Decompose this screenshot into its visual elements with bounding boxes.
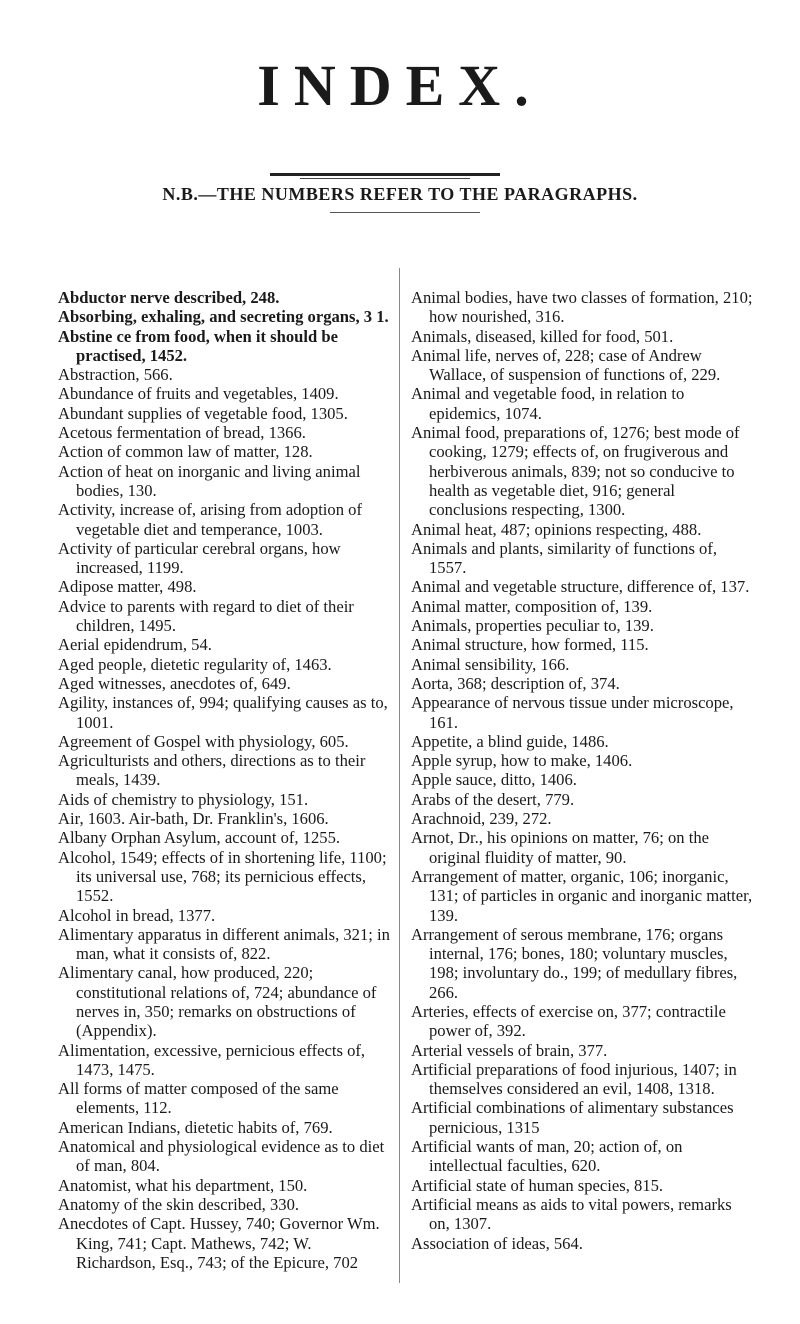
index-entry: Arachnoid, 239, 272. [411,809,552,829]
index-entry: Action of heat on inorganic and living animal bodies, 130. [58,461,361,500]
title-rule-thin [300,178,470,179]
index-entry: Aerial epidendrum, 54. [58,635,212,655]
index-entry: Alimentary canal, how produced, 220; constitutional relations of, 724; abundance of nerves in, 350; remarks on obstructions of (Appendix). [58,963,377,1041]
index-entry: Appearance of nervous tissue under microscope, 161. [411,693,734,732]
index-entry: Arterial vessels of brain, 377. [411,1040,608,1060]
index-entry: Arrangement of matter, organic, 106; inorganic, 131; of particles in organic and inorganic matter, 139. [411,866,753,925]
index-entry: Agriculturists and others, directions as to their meals, 1439. [58,751,366,790]
index-entry: Animal structure, how formed, 115. [411,635,649,655]
index-entry: Anecdotes of Capt. Hussey, 740; Governor Wm. King, 741; Capt. Mathews, 742; W. Richardson, Esq., 743; of the Epicure, 702 [58,1214,380,1272]
index-entry: Action of common law of matter, 128. [58,442,313,462]
index-entry: Anatomy of the skin described, 330. [58,1194,300,1214]
index-entry: Association of ideas, 564. [411,1233,583,1253]
page-title: INDEX. [257,53,543,118]
index-entry: Agility, instances of, 994; qualifying causes as to, 1001. [58,693,388,732]
index-column-right [411,288,756,1253]
index-entry: Alcohol in bread, 1377. [58,905,216,925]
index-entry: Activity, increase of, arising from adoption of vegetable diet and temperance, 1003. [58,500,362,539]
index-entry: Abundant supplies of vegetable food, 1305. [58,403,348,423]
index-entry: Anatomical and physiological evidence as to diet of man, 804. [58,1137,385,1176]
index-entry: Apple sauce, ditto, 1406. [411,770,577,790]
index-entry: Arabs of the desert, 779. [411,789,575,809]
index-entry: Agreement of Gospel with physiology, 605. [58,731,349,751]
index-entry: Alimentary apparatus in different animals, 321; in man, what it consists of, 822. [58,924,390,964]
index-entry: Air, 1603. Air-bath, Dr. Franklin's, 1606. [58,809,329,829]
index-entry: Activity of particular cerebral organs, how increased, 1199. [58,538,341,578]
index-entry: Advice to parents with regard to diet of their children, 1495. [58,596,354,636]
index-entry: Animal heat, 487; opinions respecting, 488. [411,519,702,539]
index-entry: Arteries, effects of exercise on, 377; contractile power of, 392. [411,1001,726,1041]
index-entry: All forms of matter composed of the same elements, 112. [58,1079,339,1118]
index-entry: Arnot, Dr., his opinions on matter, 76; on the original fluidity of matter, 90. [411,828,709,867]
index-entry: Animals and plants, similarity of functions of, 1557. [411,538,718,578]
index-column-left [58,288,394,1272]
index-entry: Abstine ce from food, when it should be practised, 1452. [58,326,338,365]
index-entry: Animal matter, composition of, 139. [411,596,653,616]
index-entry: Animal bodies, have two classes of formation, 210; how nourished, 316. [411,288,753,327]
index-entry: Animal and vegetable food, in relation to epidemics, 1074. [411,384,685,423]
index-entry: Animal food, preparations of, 1276; best mode of cooking, 1279; effects of, on frugiverous and herbiverous animals, 839; not so conducive to health as vegetable diet, 916; general conclusions respecting, 1300. [411,423,740,520]
index-entry: Animal sensibility, 166. [411,654,570,674]
index-entry: Artificial combinations of alimentary substances pernicious, 1315 [411,1098,734,1137]
title-rule-thick [270,173,500,176]
index-entry: Albany Orphan Asylum, account of, 1255. [58,828,341,848]
page-subtitle: N.B.—THE NUMBERS REFER TO THE PARAGRAPHS. [162,184,638,204]
index-entry: Aorta, 368; description of, 374. [411,673,620,693]
index-entry: Animal and vegetable structure, difference of, 137. [411,577,750,597]
index-entry: Alcohol, 1549; effects of in shortening life, 1100; its universal use, 768; its pernicious effects, 1552. [58,847,387,906]
index-entry: Artificial means as aids to vital powers, remarks on, 1307. [411,1194,732,1234]
index-entry: Animals, diseased, killed for food, 501. [411,326,674,346]
index-entry: Artificial state of human species, 815. [411,1175,664,1195]
index-entry: Absorbing, exhaling, and secreting organs, 3 1. [58,307,389,327]
index-entry: Abstraction, 566. [58,365,173,385]
index-entry: Appetite, a blind guide, 1486. [411,731,609,751]
index-entry: Artificial preparations of food injurious, 1407; in themselves considered an evil, 1408, 1318. [411,1059,737,1099]
index-entry: Abundance of fruits and vegetables, 1409. [58,384,339,404]
index-entry: Artificial wants of man, 20; action of, on intellectual faculties, 620. [411,1137,683,1176]
index-entry: American Indians, dietetic habits of, 769. [58,1117,333,1137]
index-entry: Adipose matter, 498. [58,577,197,597]
index-entry: Arrangement of serous membrane, 176; organs internal, 176; bones, 180; voluntary muscles, 198; involuntary do., 199; of medullary fibres, 266. [411,924,738,1002]
index-entry: Aged people, dietetic regularity of, 1463. [58,654,332,674]
column-divider [399,268,400,1283]
index-entry: Anatomist, what his department, 150. [58,1175,308,1195]
index-entry: Abductor nerve described, 248. [58,288,280,307]
subtitle-rule [330,212,480,213]
index-entry: Aids of chemistry to physiology, 151. [58,789,309,809]
index-entry: Animal life, nerves of, 228; case of Andrew Wallace, of suspension of functions of, 229. [411,345,721,385]
index-entry: Animals, properties peculiar to, 139. [411,616,654,636]
index-entry: Apple syrup, how to make, 1406. [411,751,633,771]
index-entry: Aged witnesses, anecdotes of, 649. [58,673,291,693]
index-entry: Alimentation, excessive, pernicious effects of, 1473, 1475. [58,1040,366,1079]
index-entry: Acetous fermentation of bread, 1366. [58,423,306,443]
